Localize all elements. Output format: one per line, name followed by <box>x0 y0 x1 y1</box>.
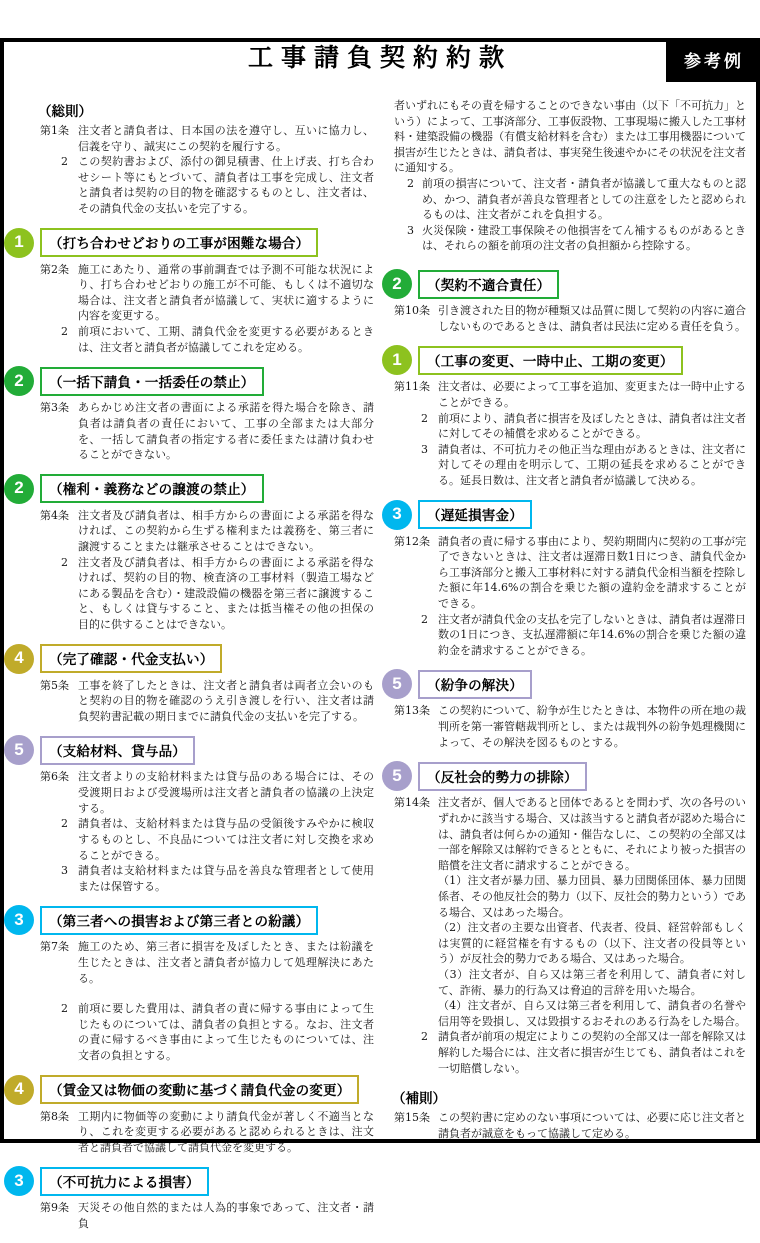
section-heading: （賃金又は物価の変動に基づく請負代金の変更） <box>40 1075 359 1104</box>
section-number-badge: 3 <box>4 1166 34 1196</box>
document-section <box>14 474 374 633</box>
paragraph-text: 注文者は、必要によって工事を追加、変更または一時中止することができる。 <box>438 380 746 409</box>
paragraph-text: 請負者が前項の規定によりこの契約の全部又は一部を解除又は解約した場合には、注文者に損害が生じても、請負者はこれを一切賠償しない。 <box>438 1030 746 1075</box>
article-body <box>61 769 374 894</box>
paragraph <box>438 967 746 998</box>
section-heading: （契約不適合責任） <box>418 270 559 299</box>
article <box>394 1110 746 1141</box>
paragraph-text: （1）注文者が暴力団、暴力団員、暴力団関係団体、暴力団関係者、その他反社会的勢力（以下、反社会的勢力という）である場合、又はあった場合。 <box>438 874 746 919</box>
section-heading: （遅延損害金） <box>418 500 532 529</box>
section-heading: （反社会的勢力の排除） <box>418 762 587 791</box>
document-section <box>394 1087 746 1141</box>
article-number: 第1条 <box>40 124 69 137</box>
section-heading-row <box>4 644 374 674</box>
article <box>40 678 374 725</box>
paragraph-number: 2 <box>61 1002 68 1016</box>
paragraph <box>61 816 374 863</box>
paragraph-text: この契約書および、添付の御見積書、仕上げ表、打ち合わせシート等にもとづいて、請負者は工事を完成し、注文者と請負者は契約の目的物を確認するものとし、注文者は、その請負代金の支払いを完了する。 <box>78 155 374 216</box>
article <box>40 262 374 356</box>
paragraph-number: 2 <box>421 411 428 425</box>
article-number: 第3条 <box>40 401 69 415</box>
article-number: 第6条 <box>40 770 69 784</box>
article <box>40 1200 374 1231</box>
section-number-badge: 3 <box>382 500 412 530</box>
paragraph-text: 施工のため、第三者に損害を及ぼしたとき、または紛議を生じたときは、注文者と請負者が協力して処理解決にあたる。 <box>78 940 374 985</box>
article <box>394 379 746 488</box>
article-body <box>438 303 746 334</box>
paragraph <box>438 303 746 334</box>
section-number-badge: 1 <box>4 228 34 258</box>
paragraph-text: 前項の損害について、注文者・請負者が協議して重大なものと認め、かつ、請負者が善良な管理者としての注意をしたと認められるものは、注文者がこれを負担する。 <box>422 177 746 222</box>
article-number: 第12条 <box>394 534 430 548</box>
paragraph <box>438 1110 746 1141</box>
article <box>40 939 374 1063</box>
paragraph-text: 請負者の責に帰する事由により、契約期間内に契約の工事が完了できないときは、注文者は遅滞日数1日につき、請負代金から工事済部分と搬入工事材料に対する請負代金相当額を控除した額に年14.6%の割合を乗じた額の違約金を請求することができる。 <box>438 534 746 611</box>
document-section <box>14 366 374 462</box>
document-section <box>394 669 746 750</box>
article <box>40 508 374 633</box>
article-continuation-section <box>394 98 746 254</box>
section-heading-row <box>4 735 374 765</box>
section-heading: （打ち合わせどおりの工事が困難な場合） <box>40 228 318 257</box>
paragraph <box>421 411 746 442</box>
article <box>394 703 746 750</box>
article-body <box>61 262 374 356</box>
paragraph-number: 2 <box>421 612 428 626</box>
paragraph <box>438 998 746 1029</box>
paragraph-text: 天災その他自然的または人為的事象であって、注文者・請負 <box>78 1201 374 1231</box>
paragraph <box>78 508 374 555</box>
document-section <box>394 761 746 1076</box>
paragraph <box>438 920 746 967</box>
paragraph <box>421 1029 746 1076</box>
paragraph-text: 請負者は、支給材料または貸与品の受領後すみやかに検収するものとし、不良品については注文者に対し交換を求めることができる。 <box>78 817 374 862</box>
section-heading: （権利・義務などの譲渡の禁止） <box>40 474 264 503</box>
section-number-badge: 2 <box>382 269 412 299</box>
section-number-badge: 5 <box>382 669 412 699</box>
section-number-badge: 2 <box>4 474 34 504</box>
paragraph <box>421 442 746 489</box>
paragraph-text: 注文者及び請負者は、相手方からの書面による承諾を得なければ、契約の目的物、検査済の工事材料（製造工場などにある製品を含む）・建設設備の機器を第三者に譲渡すること、もしくは貸与すること、または抵当権その他の担保の目的に供することはできない。 <box>78 555 374 632</box>
paragraph-number: 2 <box>61 555 68 569</box>
paragraph <box>78 769 374 816</box>
article-number: 第14条 <box>394 796 430 810</box>
article-number: 第8条 <box>40 1109 69 1123</box>
section-heading-row <box>382 500 746 530</box>
paragraph-text: この契約書に定めのない事項については、必要に応じ注文者と請負者が誠意をもって協議して定める。 <box>438 1111 746 1140</box>
section-heading: （第三者への損害および第三者との紛議） <box>40 906 318 935</box>
section-number-badge: 3 <box>4 905 34 935</box>
section-number-badge: 4 <box>4 644 34 674</box>
article-body <box>78 400 374 462</box>
paragraph <box>78 1200 374 1231</box>
paragraph-text: 前項により、請負者に損害を及ぼしたときは、請負者は注文者に対してその補償を求めることができる。 <box>438 411 746 441</box>
paragraph-text: 引き渡された目的物が種類又は品質に関して契約の内容に適合しないものであるときは、請負者は民法に定める責任を負う。 <box>438 304 746 333</box>
article-body <box>61 508 374 633</box>
article-number: 第11条 <box>394 380 430 394</box>
paragraph <box>438 379 746 410</box>
section-heading-row <box>4 1075 374 1105</box>
page-title: 工事請負契約約款 <box>247 44 512 72</box>
section-heading-row <box>4 366 374 396</box>
section-number-badge: 2 <box>4 366 34 396</box>
paragraph <box>438 873 746 920</box>
paragraph-text: 工事を終了したときは、注文者と請負者は両者立会いのもと契約の目的物を確認のうえ引き渡しを行い、注文者は請負契約書記載の期日までに請負代金の支払いを完了する。 <box>78 678 374 723</box>
section-heading: （紛争の解決） <box>418 670 532 699</box>
article <box>40 769 374 894</box>
article-body <box>78 1200 374 1231</box>
paragraph <box>78 262 374 324</box>
paragraph-text: 工期内に物価等の変動により請負代金が著しく不適当となり、これを変更する必要があると認められるときは、注文者と請負者で協議して請負代金を変更する。 <box>78 1109 374 1154</box>
section-heading-row <box>382 269 746 299</box>
article-number: 第7条 <box>40 940 69 954</box>
document-section <box>394 269 746 334</box>
section-heading: （支給材料、貸与品） <box>40 736 195 765</box>
article <box>394 534 746 659</box>
section-heading-row <box>4 474 374 504</box>
article-number: 第15条 <box>394 1111 430 1125</box>
article-body <box>61 123 374 217</box>
paragraph-text: 注文者が、個人であると団体であるとを問わず、次の各号のいずれかに該当する場合、又は該当すると請負者が認めた場合には、請負者は何らかの通知・催告なしに、この契約の全部又は一部を解除又は解約できるとともに、それにより被った損害の賠償を注文者に請求することができる。 <box>438 796 746 872</box>
document-section <box>394 345 746 488</box>
paragraph-text: （2）注文者の主要な出資者、代表者、役員、経営幹部もしくは実質的に経営権を有するもの（以下、注文者の役員等という）が反社会的勢力である場合、又はあった場合。 <box>438 921 746 966</box>
section-heading-row <box>4 1166 374 1196</box>
paragraph <box>438 703 746 750</box>
document-section <box>14 644 374 725</box>
section-number-badge: 5 <box>4 735 34 765</box>
article <box>394 795 746 1076</box>
article <box>40 123 374 217</box>
paragraph-text: 注文者よりの支給材料または貸与品のある場合には、その受渡期日および受渡場所は注文者と請負者の協議の上決定する。 <box>78 770 374 815</box>
paragraph <box>78 123 374 154</box>
document-section <box>14 905 374 1063</box>
group-heading: （総則） <box>38 104 92 119</box>
article-body <box>394 98 746 254</box>
document-section <box>14 1075 374 1156</box>
paragraph-text: 注文者及び請負者は、相手方からの書面による承諾を得なければ、この契約から生ずる権利または義務を、第三者に譲渡することまたは継承させることはできない。 <box>78 508 374 553</box>
paragraph <box>394 98 746 176</box>
paragraph <box>421 612 746 659</box>
article-number: 第2条 <box>40 262 69 276</box>
article-body <box>61 939 374 1063</box>
paragraph-text: 請負者は支給材料または貸与品を善良な管理者として使用または保管する。 <box>78 864 374 893</box>
paragraph-text: （4）注文者が、自ら又は第三者を利用して、請負者の名誉や信用等を毀損し、又は毀損するおそれのある行為をした場合。 <box>438 999 746 1028</box>
right-column <box>382 98 746 1243</box>
paragraph-text: 火災保険・建設工事保険その他損害をてん補するものがあるときは、それらの額を前項の注文者の負担額から控除する。 <box>422 223 746 253</box>
section-heading-row <box>382 345 746 375</box>
document-section <box>40 100 374 217</box>
paragraph-text: 前項に要した費用は、請負者の責に帰する事由によって生じたものについては、請負者の負担とする。なお、注文者の責に帰するべき事由によって生じたものについては、注文者の負担とする。 <box>78 1002 374 1062</box>
paragraph <box>61 1001 374 1063</box>
article-body <box>421 534 746 659</box>
paragraph-text: 者いずれにもその責を帰することのできない事由（以下「不可抗力」という）によって、工事済部分、工事仮設物、工事現場に搬入した工事材料・建築設備の機器（有償支給材料を含む）または工事用機器について損害が生じたときは、請負者は、事実発生後速やかにその状況を注文者に通知する。 <box>394 99 746 175</box>
section-number-badge: 4 <box>4 1075 34 1105</box>
paragraph <box>78 400 374 462</box>
paragraph-number: 2 <box>61 817 68 831</box>
section-heading: （工事の変更、一時中止、工期の変更） <box>418 346 683 375</box>
paragraph <box>61 863 374 894</box>
section-number-badge: 1 <box>382 345 412 375</box>
paragraph-number: 2 <box>61 155 68 169</box>
paragraph-text: 前項において、工期、請負代金を変更する必要があるときは、注文者と請負者が協議してこれを定める。 <box>78 325 374 354</box>
paragraph <box>78 939 374 986</box>
article <box>40 1109 374 1156</box>
section-number-badge: 5 <box>382 761 412 791</box>
section-heading-row <box>4 228 374 258</box>
paragraph <box>438 534 746 612</box>
paragraph-number: 2 <box>421 1030 428 1044</box>
section-heading: （完了確認・代金支払い） <box>40 644 222 673</box>
left-column <box>4 98 374 1243</box>
section-heading-row <box>382 669 746 699</box>
paragraph-text: 注文者と請負者は、日本国の法を遵守し、互いに協力し、信義を守り、誠実にこの契約を履行する。 <box>78 124 374 153</box>
reference-example-badge: 参考例 <box>666 38 760 82</box>
paragraph-number: 2 <box>407 177 414 191</box>
paragraph-number: 3 <box>61 864 68 878</box>
section-heading-row <box>382 761 746 791</box>
article <box>40 400 374 462</box>
article-number: 第4条 <box>40 508 69 522</box>
paragraph <box>78 1109 374 1156</box>
paragraph-number: 3 <box>407 223 414 237</box>
article-number: 第13条 <box>394 704 430 718</box>
paragraph-text: 請負者は、不可抗力その他正当な理由があるときは、注文者に対してその理由を明示して、工期の延長を求めることができる。延長日数は、注文者と請負者が協議して決める。 <box>438 442 746 487</box>
paragraph-number: 3 <box>421 442 428 456</box>
article-body <box>438 703 746 750</box>
paragraph <box>78 678 374 725</box>
article-number: 第5条 <box>40 678 69 692</box>
paragraph-text: あらかじめ注文者の書面による承諾を得た場合を除き、請負者は請負者の責任において、工事の全部または大部分を、一括して請負者の指定する者に委任または請け負わせることができない。 <box>78 401 374 462</box>
article-body <box>438 1110 746 1141</box>
article-body <box>78 1109 374 1156</box>
article-body <box>421 795 746 1076</box>
document-section <box>14 1166 374 1231</box>
article-body <box>78 678 374 725</box>
document-section <box>394 500 746 659</box>
document-section <box>14 735 374 894</box>
paragraph-text: この契約について、紛争が生じたときは、本物件の所在地の裁判所を第一審管轄裁判所とし、または裁判外の紛争処理機関によって、その解決を図るものとする。 <box>438 704 746 749</box>
document-columns <box>0 74 760 1243</box>
section-heading: （一括下請負・一括委任の禁止） <box>40 367 264 396</box>
paragraph <box>407 176 746 223</box>
document-section <box>14 228 374 356</box>
paragraph-text: 施工にあたり、通常の事前調査では予測不可能な状況により、打ち合わせどおりの施工が不可能、もしくは不適切な場合は、注文者と請負者が協議して、実状に適するように内容を変更する。 <box>78 262 374 323</box>
paragraph-number: 2 <box>61 325 68 339</box>
paragraph <box>438 795 746 873</box>
section-heading: （不可抗力による損害） <box>40 1167 209 1196</box>
article <box>394 98 746 254</box>
paragraph <box>61 324 374 355</box>
paragraph-text: （3）注文者が、自ら又は第三者を利用して、請負者に対して、詐術、暴力的行為又は脅迫的言辞を用いた場合。 <box>438 967 746 997</box>
paragraph <box>407 223 746 254</box>
paragraph <box>61 154 374 216</box>
article-body <box>421 379 746 488</box>
paragraph-text: 注文者が請負代金の支払を完了しないときは、請負者は遅滞日数の1日につき、支払遅滞額に年14.6%の割合を乗じた額の違約金を請求することができる。 <box>438 612 746 657</box>
article <box>394 303 746 334</box>
section-heading-row <box>4 905 374 935</box>
article-number: 第10条 <box>394 304 430 318</box>
group-heading: （補則） <box>392 1091 446 1107</box>
paragraph <box>61 555 374 633</box>
article-number: 第9条 <box>40 1201 69 1215</box>
